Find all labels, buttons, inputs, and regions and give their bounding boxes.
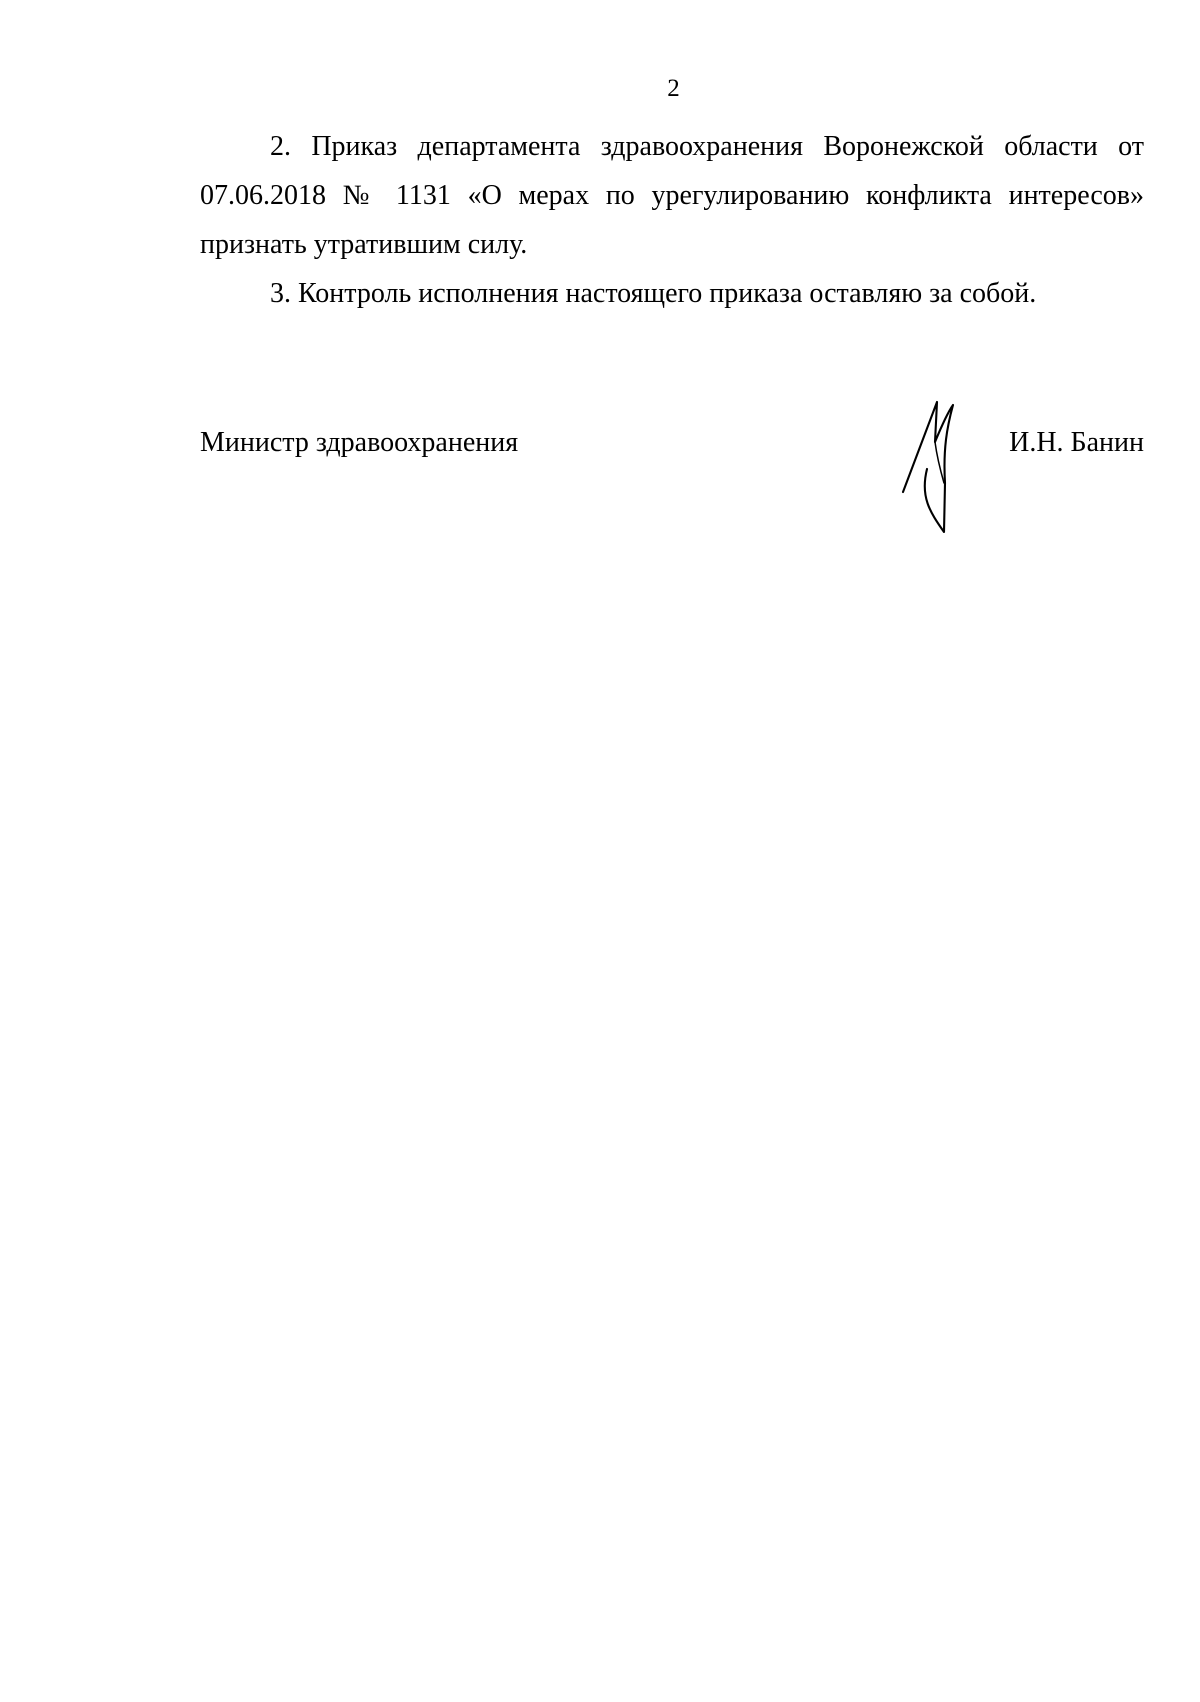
paragraph-item-2: 2. Приказ департамента здравоохранения Воронежской области от 07.06.2018 № 1131 «О мерах по урегулированию конфликта интересов» признать утратившим силу. <box>200 131 1144 260</box>
document-body <box>200 122 1144 318</box>
signer-position: Министр здравоохранения <box>200 427 519 458</box>
signer-name: И.Н. Банин <box>1009 427 1144 458</box>
handwritten-signature-icon <box>895 387 975 547</box>
paragraph-item-3: 3. Контроль исполнения настоящего приказа оставляю за собой. <box>270 278 1037 309</box>
page-number: 2 <box>667 75 680 102</box>
signature-block <box>200 420 1144 560</box>
